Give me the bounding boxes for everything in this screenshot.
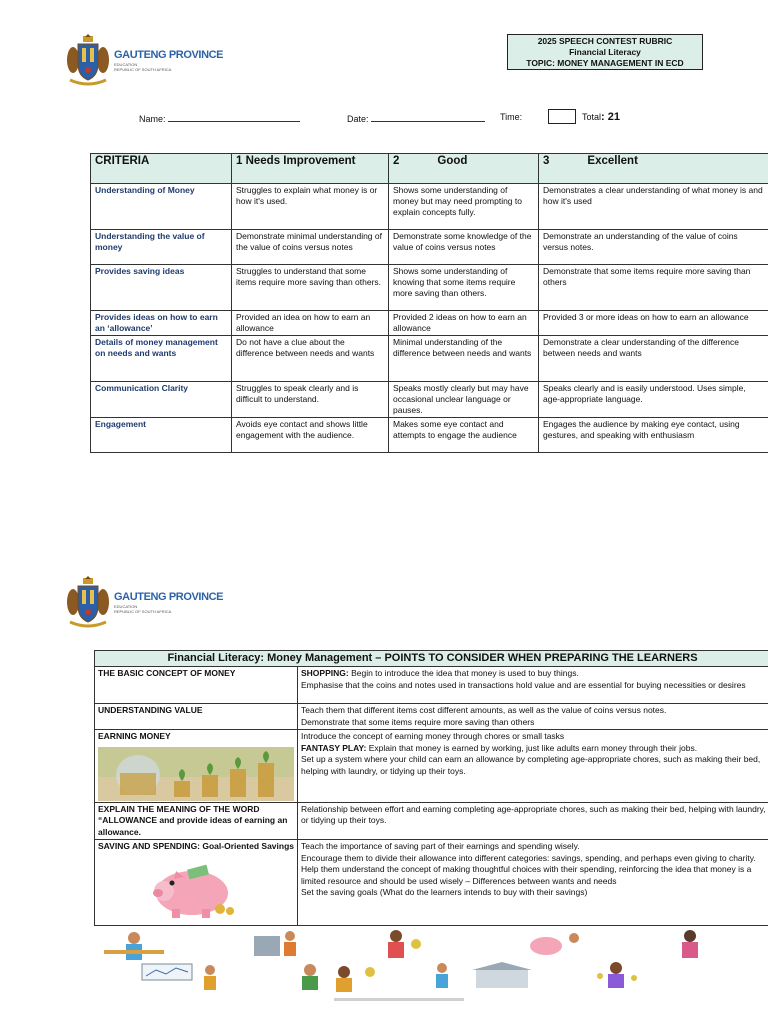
score-3-cell: Demonstrate an understanding of the value of coins versus notes. <box>539 230 768 265</box>
logo-second <box>66 576 223 630</box>
detail-line: Emphasise that the coins and notes used in transactions hold value and are essential for buying necessities or desires <box>301 679 746 690</box>
date-line[interactable] <box>371 112 485 122</box>
score-3-cell: Demonstrates a clear understanding of what money is and how it's used <box>539 184 768 230</box>
score-2-cell: Minimal understanding of the difference between needs and wants <box>389 336 539 382</box>
logo-main-text: GAUTENG PROVINCE <box>114 591 224 603</box>
detail-cell <box>298 802 768 840</box>
logo-sub2-text: REPUBLIC OF SOUTH AFRICA <box>114 609 172 614</box>
child-figure-icon <box>682 930 698 958</box>
score-1-cell: Demonstrate minimal understanding of the value of coins versus notes <box>232 230 389 265</box>
logo-top <box>66 34 223 88</box>
time-label: Time: <box>500 112 523 122</box>
header-good-number: 2 <box>393 155 400 167</box>
points-heading-row <box>95 651 768 667</box>
criteria-cell: Provides ideas on how to earn an ‘allowance’ <box>91 311 232 336</box>
detail-cell <box>298 730 768 803</box>
time-label-wrap <box>500 112 522 122</box>
detail-line: Encourage them to divide their allowance into different categories: savings, spending, and perhaps even giving to charity. <box>301 852 756 863</box>
coat-of-arms-icon <box>66 34 110 88</box>
topic-cell <box>95 730 298 803</box>
header-good-label: Good <box>437 155 468 167</box>
criteria-cell: Understanding of Money <box>91 184 232 230</box>
score-3-cell: Engages the audience by making eye contact, using gestures, and speaking with enthusiasm <box>539 418 768 453</box>
topic-label: SAVING AND SPENDING: Goal-Oriented Savings <box>98 841 295 851</box>
detail-line: Help them understand the concept of making thoughtful choices with their spending, reinforcing the idea that money is a limited resource and should be used wisely – Differences between wants and needs <box>301 864 752 886</box>
score-1-cell: Struggles to speak clearly and is difficult to understand. <box>232 382 389 418</box>
criteria-cell: Details of money management on needs and wants <box>91 336 232 382</box>
total-value: : 21 <box>601 111 620 123</box>
detail-line: Set up a system where your child can earn an allowance by completing age-appropriate chores, such as making their bed, helping with laundry, or tidying up their toys. <box>301 754 761 776</box>
criteria-cell: Understanding the value of money <box>91 230 232 265</box>
score-1-cell: Provided an idea on how to earn an allowance <box>232 311 389 336</box>
header-excellent <box>539 154 768 184</box>
bank-building-icon <box>436 962 532 988</box>
detail-cell <box>298 704 768 730</box>
score-2-cell: Demonstrate some knowledge of the value of coins versus notes <box>389 230 539 265</box>
child-figure-icon <box>597 962 637 988</box>
child-figure-icon <box>104 932 164 960</box>
table-row <box>91 184 768 230</box>
criteria-cell: Engagement <box>91 418 232 453</box>
score-3-cell: Speaks clearly and is easily understood. Uses simple, age-appropriate language. <box>539 382 768 418</box>
children-group-icon <box>302 964 375 992</box>
score-3-cell: Demonstrate a clear understanding of the difference between needs and wants <box>539 336 768 382</box>
points-heading: Financial Literacy: Money Management – POINTS TO CONSIDER WHEN PREPARING THE LEARNERS <box>95 651 768 667</box>
piggy-bank-icon <box>530 933 579 955</box>
score-2-cell: Shows some understanding of knowing that some items require more saving than others. <box>389 265 539 311</box>
date-label: Date: <box>347 114 369 124</box>
topic-label: EARNING MONEY <box>98 731 171 741</box>
topic-cell: THE BASIC CONCEPT OF MONEY <box>95 667 298 704</box>
detail-line: Set the saving goals (What do the learners intends to buy with their savings) <box>301 887 588 897</box>
time-box[interactable] <box>548 109 576 124</box>
coat-of-arms-icon <box>66 576 110 630</box>
total-label: Total <box>582 112 602 122</box>
child-figure-icon <box>388 930 421 958</box>
detail-line: Relationship between effort and earning completing age-appropriate chores, such as making their bed, helping with laundry, or tidying up their toys. <box>301 803 766 825</box>
detail-line: Teach them that different items cost different amounts, as well as the value of coins versus notes. <box>301 705 667 715</box>
table-row <box>91 230 768 265</box>
table-row <box>91 382 768 418</box>
table-row <box>95 667 768 704</box>
table-row <box>91 311 768 336</box>
detail-cell <box>298 840 768 926</box>
score-1-cell: Avoids eye contact and shows little engagement with the audience. <box>232 418 389 453</box>
children-illustration-strip <box>94 928 768 1004</box>
piggy-bank-image <box>146 861 242 919</box>
score-1-cell: Do not have a clue about the difference between needs and wants <box>232 336 389 382</box>
logo-sub-text: EDUCATION <box>114 604 138 609</box>
topic-cell <box>95 840 298 926</box>
name-field[interactable] <box>139 112 300 124</box>
detail-lead: SHOPPING: <box>301 668 349 678</box>
score-2-cell: Makes some eye contact and attempts to engage the audience <box>389 418 539 453</box>
table-row <box>91 265 768 311</box>
name-label: Name: <box>139 114 166 124</box>
title-line-1: 2025 SPEECH CONTEST RUBRIC <box>537 35 673 46</box>
score-1-cell: Struggles to understand that some items require more saving than others. <box>232 265 389 311</box>
rubric-table <box>90 153 768 453</box>
table-row <box>91 418 768 453</box>
table-row <box>95 704 768 730</box>
coins-plant-image <box>98 747 294 801</box>
name-line[interactable] <box>168 112 300 122</box>
table-row <box>95 730 768 803</box>
logo-sub2-text: REPUBLIC OF SOUTH AFRICA <box>114 67 172 72</box>
store-icon <box>254 931 296 956</box>
header-excellent-label: Excellent <box>587 155 638 167</box>
criteria-cell: Communication Clarity <box>91 382 232 418</box>
header-criteria: CRITERIA <box>91 154 232 184</box>
rubric-header-row <box>91 154 768 184</box>
detail-line: FANTASY PLAY: Explain that money is earned by working, just like adults earn money through their jobs. <box>301 742 698 753</box>
criteria-cell: Provides saving ideas <box>91 265 232 311</box>
detail-cell <box>298 667 768 704</box>
score-3-cell: Demonstrate that some items require more saving than others <box>539 265 768 311</box>
total <box>582 111 620 123</box>
logo-sub-text: EDUCATION <box>114 62 138 67</box>
points-table <box>94 650 768 926</box>
date-field[interactable] <box>347 112 485 124</box>
title-line-2: Financial Literacy <box>569 46 641 57</box>
detail-lead: FANTASY PLAY: <box>301 742 367 753</box>
chart-board-icon <box>142 964 216 990</box>
title-line-3: TOPIC: MONEY MANAGEMENT IN ECD <box>526 57 684 68</box>
logo-main-text: GAUTENG PROVINCE <box>114 49 224 61</box>
detail-line: Demonstrate that some items require more saving than others <box>301 716 535 727</box>
score-1-cell: Struggles to explain what money is or how it's used. <box>232 184 389 230</box>
detail-line: Introduce the concept of earning money through chores or small tasks <box>301 731 565 741</box>
detail-line: Teach the importance of saving part of their earnings and spending wisely. <box>301 841 580 851</box>
topic-cell: UNDERSTANDING VALUE <box>95 704 298 730</box>
caption-strip <box>334 998 464 1001</box>
table-row <box>95 840 768 926</box>
header-needs-improvement: 1 Needs Improvement <box>232 154 389 184</box>
score-2-cell: Provided 2 ideas on how to earn an allowance <box>389 311 539 336</box>
table-row <box>95 802 768 840</box>
header-excellent-number: 3 <box>543 155 550 167</box>
score-2-cell: Shows some understanding of money but may need prompting to explain concepts fully. <box>389 184 539 230</box>
score-3-cell: Provided 3 or more ideas on how to earn an allowance <box>539 311 768 336</box>
topic-cell: EXPLAIN THE MEANING OF THE WORD “ALLOWANCE and provide ideas of earning an allowance. <box>95 802 298 840</box>
detail-line: SHOPPING: Begin to introduce the idea that money is used to buy things. <box>301 668 579 678</box>
score-2-cell: Speaks mostly clearly but may have occasional unclear language or pauses. <box>389 382 539 418</box>
header-good <box>389 154 539 184</box>
rubric-title-box <box>507 34 703 70</box>
table-row <box>91 336 768 382</box>
